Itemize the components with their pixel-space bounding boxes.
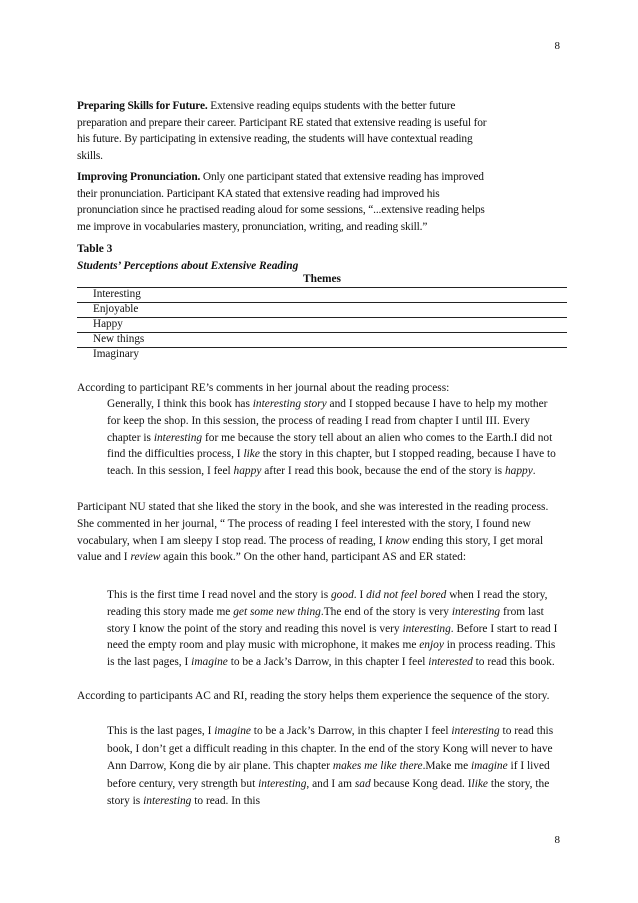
table-column-header: Themes: [303, 273, 341, 285]
quote-re: Generally, I think this book has interesting story and I stopped because I have to help my mother for keep the shop. In this session, the process of reading I read from chapter I until III. Every chapter is interesting for me because the story tell about an alien who comes to the Earth.I did not find the difficulties process, I like the story in this chapter, but I stopped reading, because I have to teach. In this session, I feel happy after I read this book, because the end of the story is happy.: [107, 398, 556, 478]
text-line: his future. By participating in extensive reading, the students will have contextual reading: [77, 133, 473, 145]
table-row: Enjoyable: [93, 303, 139, 315]
table-rule: [77, 332, 567, 333]
table-rule: [77, 347, 567, 348]
page-number-top: 8: [554, 40, 560, 52]
table-row: Interesting: [93, 288, 141, 300]
table-row: Happy: [93, 318, 123, 330]
text-line: preparation and prepare their career. Participant RE stated that extensive reading is useful for: [77, 116, 487, 129]
paragraph-ac-ri: According to participants AC and RI, reading the story helps them experience the sequence of the story.: [77, 690, 550, 702]
text-line: me improve in vocabularies mastery, pronunciation, writing, and reading skill.”: [77, 220, 428, 233]
paragraph-re-intro: [77, 380, 561, 397]
table-caption: [77, 241, 561, 274]
text-line: Only one participant stated that extensive reading has improved: [200, 171, 484, 183]
table-title: Students’ Perceptions about Extensive Reading: [77, 259, 299, 272]
text-line: skills.: [77, 149, 103, 162]
text-line: their pronunciation. Participant KA stated that extensive reading had improved his: [77, 187, 440, 200]
table-row: Imaginary: [93, 348, 139, 360]
table-rule: [77, 317, 567, 318]
paragraph-improving-pronunciation: [77, 169, 561, 235]
table-row: New things: [93, 333, 145, 345]
heading-preparing-skills: Preparing Skills for Future.: [77, 100, 208, 112]
table-rule: [77, 287, 567, 288]
quote-ac-ri: This is the last pages, I imagine to be a Jack’s Darrow, in this chapter I feel interesting to read this book, I don’t get a difficult reading in this chapter. In the end of the story Kong will never to have Ann Darrow, Kong die by air plane. This chapter makes me like there.Make me imagine if I lived before century, very strength but interesting, and I am sad because Kong dead. Ilike the story, the story is interesting to read. In this: [107, 725, 554, 807]
paragraph-preparing-skills: [77, 98, 561, 164]
text-line: According to participant RE’s comments in her journal about the reading process:: [77, 382, 450, 394]
table-label: Table 3: [77, 243, 113, 255]
text-line: pronunciation since he practised reading aloud for some sessions, “...extensive reading helps: [77, 204, 485, 216]
heading-improving-pronunciation: Improving Pronunciation.: [77, 171, 201, 183]
quote-as-er: This is the first time I read novel and the story is good. I did not feel bored when I read the story, reading this story made me get some new thing.The end of the story is very interesting from last story I know the point of the story and reading this novel is very interesting. Before I start to read I need the empty room and play music with microphone, it makes me enjoy in process reading. This is the last pages, I imagine to be a Jack’s Darrow, in this chapter I feel interested to read this book.: [107, 589, 558, 669]
page-number-bottom: 8: [554, 834, 560, 846]
paragraph-nu: Participant NU stated that she liked the story in the book, and she was interested in the reading process. She commented in her journal, “ The process of reading I feel interested with the story, I found new vocabulary, when I am sleepy I stop read. The process of reading, I know ending this story, I get moral value and I review again this book.” On the other hand, participant AS and ER stated:: [77, 501, 549, 564]
table-rule: [77, 302, 567, 303]
text-line: Extensive reading equips students with the better future: [207, 100, 456, 112]
